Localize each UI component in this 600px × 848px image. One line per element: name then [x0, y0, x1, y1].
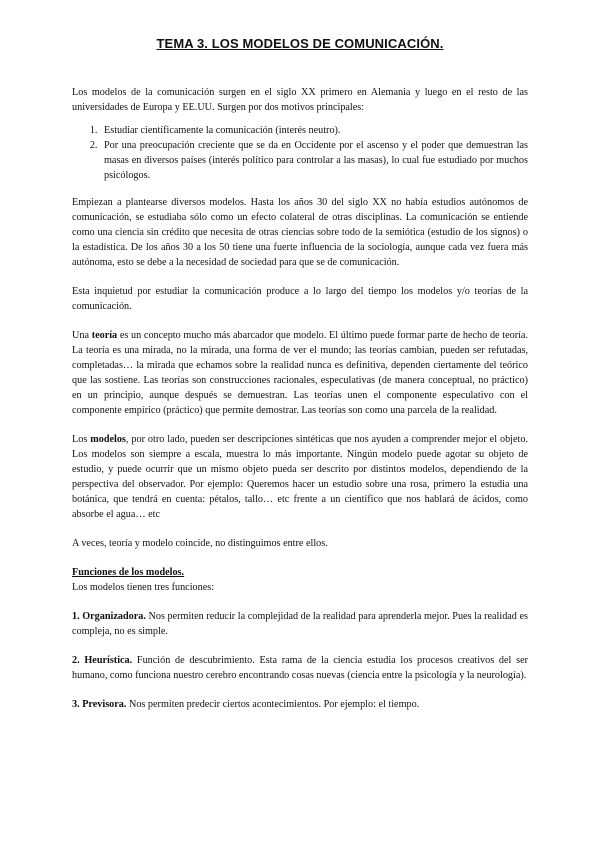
funcion-label: 2. Heurística. [72, 655, 133, 666]
funcion-heuristica [72, 653, 528, 683]
section-heading-text: Funciones de los modelos. [72, 567, 185, 578]
paragraph-inquietud: Esta inquietud por estudiar la comunicación produce a lo largo del tiempo los modelos y/o teorías de la comunicación. [72, 286, 528, 312]
funcion-text: Nos permiten reducir la complejidad de la realidad para aprenderla mejor. Pues la realidad es compleja, no es simple. [72, 611, 528, 637]
funcion-organizadora [72, 609, 528, 639]
paragraph-teoria [72, 328, 528, 418]
list-item: 2. Por una preocupación creciente que se da en Occidente por el ascenso y el poder que demuestran las masas en diversos países (interés político para controlar a las masas), lo cual fue estudiado por muchos psicólogos. [100, 138, 528, 183]
funcion-previsora [72, 697, 528, 712]
bold-term: teoría [91, 330, 118, 341]
section-heading-funciones [72, 565, 528, 580]
intro-paragraph: Los modelos de la comunicación surgen en el siglo XX primero en Alemania y luego en el resto de las universidades de Europa y EE.UU. Surgen por dos motivos principales: [72, 87, 528, 113]
document-title: TEMA 3. LOS MODELOS DE COMUNICACIÓN. [156, 36, 444, 51]
text-run: Los [72, 434, 91, 445]
text-run: , por otro lado, pueden ser descripciones sintéticas que nos ayuden a comprender mejor el objeto. Los modelos son siempre a escala, muestra lo más importante. Ningún modelo puede agotar su objeto de estudio, y puede ocurrir que un mismo objeto pueda ser descrito por distintos modelos, dependiendo de la perspectiva del observador. Por ejemplo: Queremos hacer un estudio sobre una rosa, primero la estudia una botánica, que tendrá en cuenta: pétalos, tallo… etc frente a un científico que nos hablará de ácidos, como absorbe el agua… etc [72, 434, 528, 520]
paragraph-aveces: A veces, teoría y modelo coincide, no distinguimos entre ellos. [72, 538, 328, 549]
document-page [72, 36, 528, 726]
funcion-label: 1. Organizadora. [72, 611, 146, 622]
funcion-text: Función de descubrimiento. Esta rama de la ciencia estudia los procesos creativos del ser humano, como funciona nuestro cerebro encontrando cosas nuevas (ciencia entre la psicología y la neurología). [72, 655, 528, 681]
paragraph-modelos [72, 432, 528, 522]
text-run: Una [72, 330, 92, 341]
list-item: 1. Estudiar científicamente la comunicación (interés neutro). [100, 123, 528, 138]
funcion-label: 3. Previsora. [72, 699, 127, 710]
funcion-text: Nos permiten predecir ciertos acontecimientos. Por ejemplo: el tiempo. [126, 699, 420, 710]
bold-term: modelos [90, 434, 126, 445]
motivos-list [72, 123, 528, 183]
text-run: es un concepto mucho más abarcador que modelo. El último puede formar parte de hecho de teoría. La teoría es una mirada, no la mirada, una forma de ver el mundo; las teorías cambian, pueden ser refutadas, completadas… la mirada que echamos sobre la realidad nunca es definitiva, dependen ciertamente del teórico que las sostiene. Las teorías son construcciones racionales, especulativas (de manera conceptual, no práctico) en un principio, aunque después se demuestran. Las teorías unen el componente especulativo con el componente empírico (práctico) que permite demostrar. Las teorías son como una parcela de la realidad. [72, 330, 528, 416]
paragraph-empiezan: Empiezan a plantearse diversos modelos. Hasta los años 30 del siglo XX no había estudios autónomos de comunicación, se estudiaba sólo como un efecto colateral de otras disciplinas. La comunicación se entiende como una ciencia sin crédito que necesita de otras ciencias sobre todo de la semiótica (estudio de los signos) o la estadística. De los años 30 a los 50 tiene una fuerte influencia de la sociología, aunque cada vez fuera más autónoma, esto se debe a la necesidad de sociedad para que se de comunicación. [72, 197, 528, 268]
funciones-intro: Los modelos tienen tres funciones: [72, 582, 215, 593]
